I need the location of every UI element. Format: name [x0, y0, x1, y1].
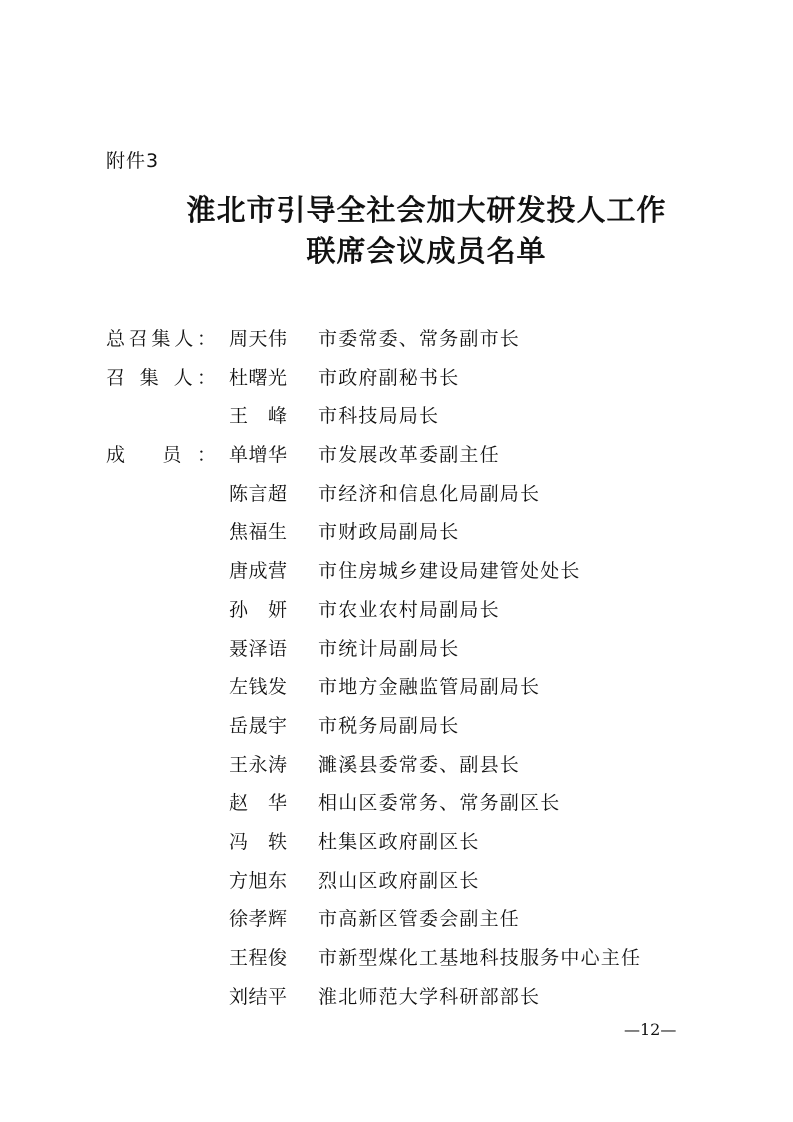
- member-post: 市住房城乡建设局建管处处长: [318, 560, 581, 583]
- member-post: 市高新区管委会副主任: [318, 908, 521, 931]
- member-name: 单增华: [229, 444, 287, 467]
- member-role: 总召集人：: [106, 328, 216, 350]
- member-name: 唐成营: [229, 560, 287, 583]
- member-post: 市委常委、常务副市长: [318, 328, 521, 350]
- member-name: 孙 妍: [229, 598, 287, 621]
- member-name: 左钱发: [229, 676, 287, 699]
- member-post: 市发展改革委副主任: [318, 444, 500, 467]
- member-row: [0, 363, 793, 402]
- member-list: [0, 324, 793, 1020]
- member-post: 杜集区政府副区长: [318, 830, 480, 853]
- member-row: [0, 904, 793, 943]
- member-row: [0, 788, 793, 827]
- member-post: 市新型煤化工基地科技服务中心主任: [318, 947, 642, 969]
- member-row: [0, 672, 793, 711]
- member-post: 市税务局副局长: [318, 714, 460, 737]
- member-name: 陈言超: [229, 482, 287, 505]
- member-name: 焦福生: [229, 521, 287, 544]
- member-post: 相山区委常务、常务副区长: [318, 792, 561, 815]
- member-row: [0, 556, 793, 595]
- member-role: 召 集 人：: [106, 366, 216, 389]
- member-name: 方旭东: [229, 869, 287, 892]
- member-post: 淮北师范大学科研部部长: [318, 985, 541, 1008]
- member-row: [0, 982, 793, 1021]
- member-row: [0, 634, 793, 673]
- member-post: 市农业农村局副局长: [318, 598, 500, 621]
- member-post: 烈山区政府副区长: [318, 869, 480, 892]
- member-name: 杜曙光: [229, 366, 287, 389]
- member-name: 冯 轶: [229, 830, 287, 853]
- member-row: [0, 827, 793, 866]
- member-name: 刘结平: [229, 985, 287, 1008]
- member-row: [0, 401, 793, 440]
- member-post: 市政府副秘书长: [318, 366, 460, 389]
- member-post: 市科技局局长: [318, 405, 440, 428]
- member-name: 王程俊: [229, 947, 287, 969]
- member-row: [0, 595, 793, 634]
- member-name: 徐孝辉: [229, 908, 287, 931]
- member-name: 聂泽语: [229, 637, 287, 660]
- member-row: [0, 479, 793, 518]
- member-role: 成 员：: [106, 444, 216, 467]
- member-post: 市统计局副局长: [318, 637, 460, 660]
- member-row: [0, 943, 793, 982]
- member-name: 王永涛: [229, 753, 287, 776]
- member-name: 赵 华: [229, 792, 287, 815]
- member-row: [0, 866, 793, 905]
- member-post: 市财政局副局长: [318, 521, 460, 544]
- member-row: [0, 440, 793, 479]
- member-row: [0, 711, 793, 750]
- page-number: —12—: [624, 1020, 677, 1039]
- member-post: 市地方金融监管局副局长: [318, 676, 541, 699]
- member-row: [0, 324, 793, 363]
- member-name: 王 峰: [229, 405, 287, 428]
- member-name: 周天伟: [229, 328, 287, 350]
- member-row: [0, 750, 793, 789]
- document-title-line-2: 联席会议成员名单: [306, 234, 547, 268]
- member-name: 岳晟宇: [229, 714, 287, 737]
- member-row: [0, 517, 793, 556]
- document-title-line-1: 淮北市引导全社会加大研发投人工作: [186, 193, 667, 227]
- member-post: 濉溪县委常委、副县长: [318, 753, 521, 776]
- member-post: 市经济和信息化局副局长: [318, 482, 541, 505]
- attachment-label: 附件3: [106, 150, 160, 172]
